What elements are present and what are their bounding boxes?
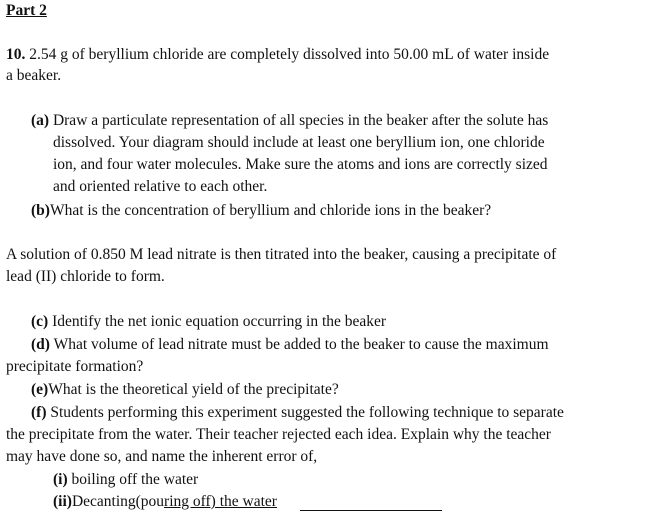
part-c-label: (c) — [31, 313, 49, 330]
titration-line-1: A solution of 0.850 M lead nitrate is then titrated into the beaker, causing a precipitate of — [6, 246, 557, 263]
part-d-label: (d) — [31, 336, 50, 353]
part-d-line-1 — [31, 336, 549, 354]
part-f-text-1: Students performing this experiment suggested the following technique to separate — [50, 404, 564, 421]
part-f-line-3: may have done so, and name the inherent error of, — [6, 448, 318, 465]
part-f-ii-text-b: ring off) the water — [164, 493, 277, 510]
part-e-label: (e) — [31, 381, 49, 398]
part-e-text-1: What is the theoretical yield of the precipitate? — [48, 381, 339, 398]
question-10-line-1 — [6, 46, 549, 64]
part-e-line-1 — [31, 381, 339, 399]
part-b-line-1 — [31, 202, 491, 220]
part-f-line-2: the precipitate from the water. Their teacher rejected each idea. Explain why the teacher — [6, 426, 551, 443]
part-a-line-1 — [31, 112, 548, 130]
part-c-text-1: Identify the net ionic equation occurring in the beaker — [52, 313, 387, 330]
part-a-text-1: Draw a particulate representation of all species in the beaker after the solute has — [52, 112, 549, 129]
part-a-line-3: ion, and four water molecules. Make sure the atoms and ions are correctly sized — [53, 156, 548, 173]
part-f-i-text: boiling off the water — [71, 471, 199, 488]
question-10-text-1: 2.54 g of beryllium chloride are completely dissolved into 50.00 mL of water inside — [29, 46, 550, 63]
part-f-line-1 — [31, 404, 564, 422]
part-a-label: (a) — [31, 112, 50, 129]
part-f-i-line — [53, 471, 198, 489]
question-10-line-2: a beaker. — [6, 67, 62, 84]
part-heading: Part 2 — [6, 2, 47, 19]
part-f-ii-line — [53, 493, 277, 511]
part-b-label: (b) — [31, 202, 50, 219]
part-f-ii-label: (ii) — [53, 493, 72, 510]
titration-line-2: lead (II) chloride to form. — [6, 268, 165, 285]
part-c-line-1 — [31, 313, 386, 331]
part-a-line-2: dissolved. Your diagram should include at least one beryllium ion, one chloride — [53, 134, 545, 151]
part-f-label: (f) — [31, 404, 47, 421]
part-d-text-1: What volume of lead nitrate must be added to the beaker to cause the maximum — [53, 336, 549, 353]
part-f-i-label: (i) — [53, 471, 68, 488]
answer-line — [300, 510, 442, 511]
part-b-text-1: What is the concentration of beryllium and chloride ions in the beaker? — [49, 202, 492, 219]
part-d-line-2: precipitate formation? — [6, 358, 144, 375]
question-number: 10. — [6, 46, 26, 63]
part-f-ii-text-a: Decanting(pou — [71, 493, 165, 510]
part-a-line-4: and oriented relative to each other. — [53, 178, 268, 195]
